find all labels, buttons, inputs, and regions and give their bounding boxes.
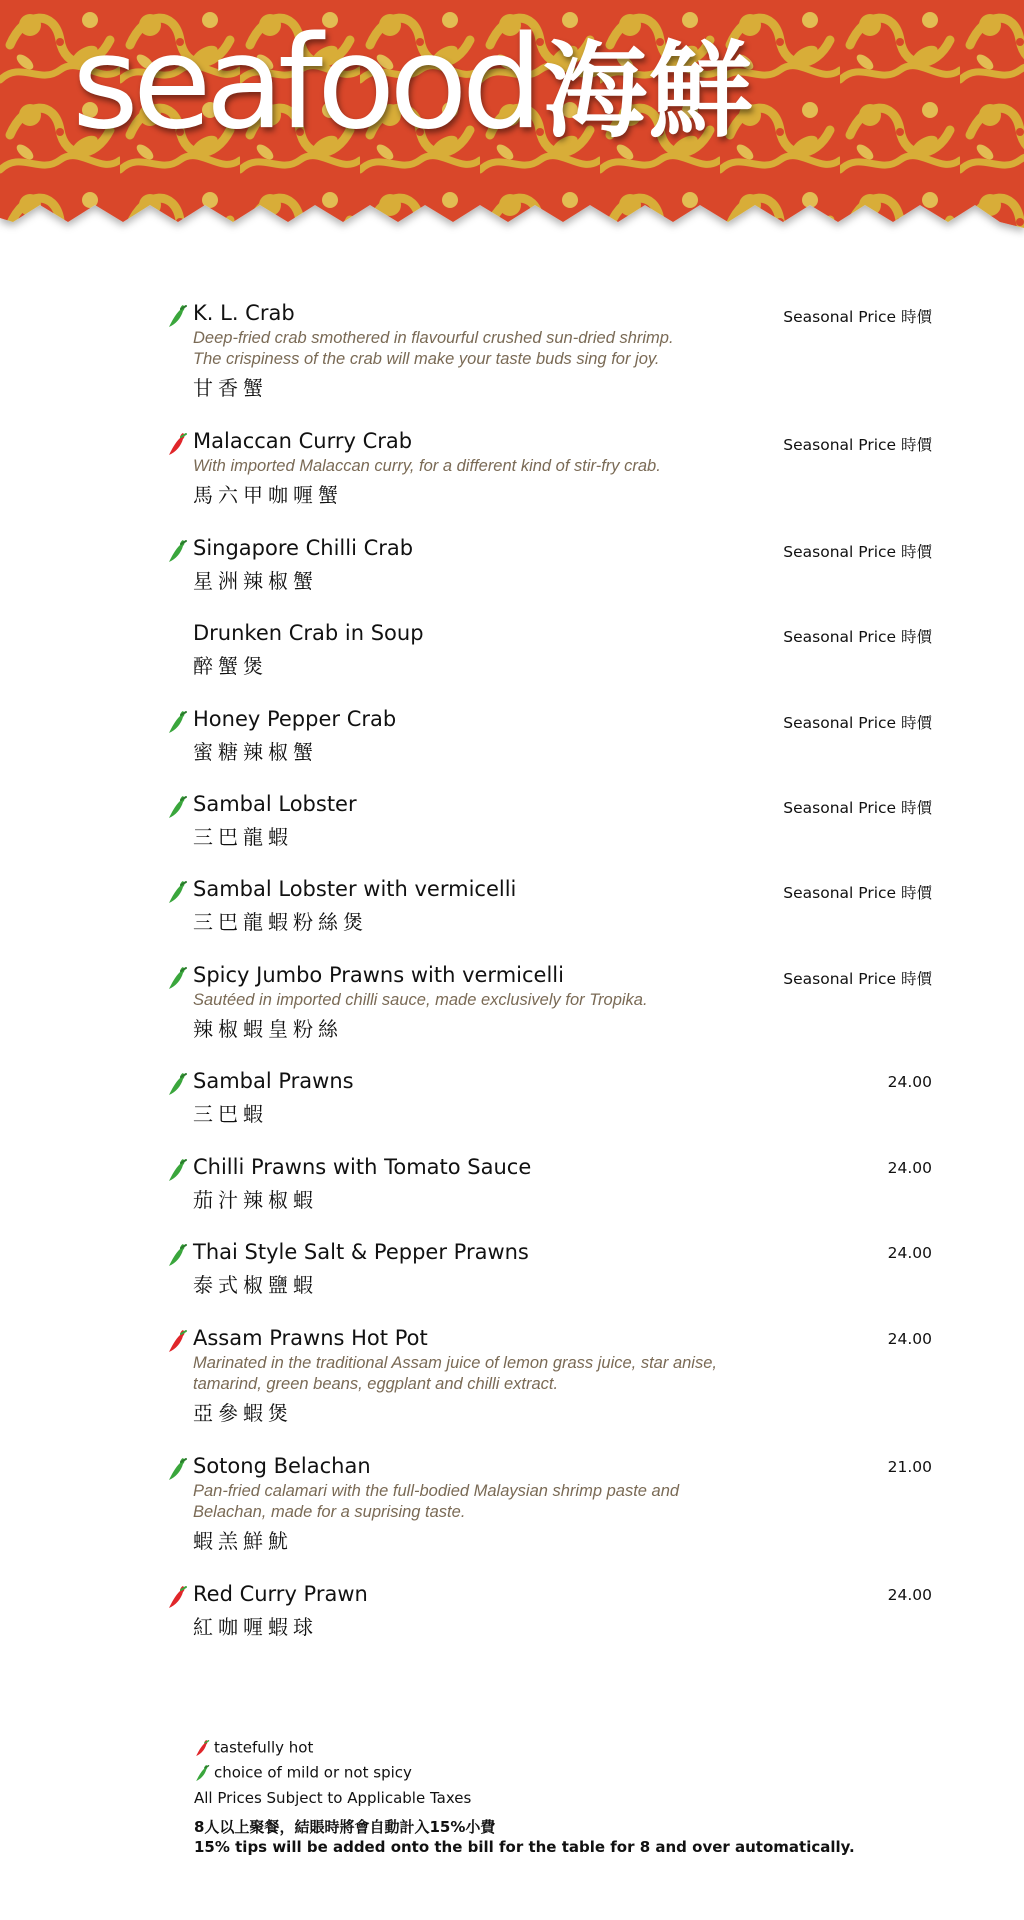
tips-note-zh: 8人以上聚餐，結賬時將會自動計入15%小費 <box>194 1818 496 1836</box>
dish-price: Seasonal Price 時價 <box>783 628 932 646</box>
hot-chili-icon <box>166 1328 188 1354</box>
dish-name-chinese: 醉蟹煲 <box>193 654 268 678</box>
dish-name-chinese: 蝦羔鮮魷 <box>193 1529 293 1553</box>
dish-name: Honey Pepper Crab <box>193 707 397 731</box>
dish-name: Red Curry Prawn <box>193 1582 368 1606</box>
dish-name-chinese: 紅咖喱蝦球 <box>193 1615 318 1639</box>
dish-name-chinese: 三巴龍蝦 <box>193 825 293 849</box>
dish-price: Seasonal Price 時價 <box>783 436 932 454</box>
dish-price: Seasonal Price 時價 <box>783 714 932 732</box>
mild-chili-icon <box>166 538 188 564</box>
dish-description: Marinated in the traditional Assam juice of lemon grass juice, star anise, <box>193 1354 717 1372</box>
dish-price: 24.00 <box>887 1330 932 1348</box>
mild-chili-icon <box>166 1456 188 1482</box>
dish-description: With imported Malaccan curry, for a different kind of stir-fry crab. <box>193 457 661 475</box>
mild-chili-icon <box>166 965 188 991</box>
dish-name-chinese: 泰式椒鹽蝦 <box>193 1273 318 1297</box>
mild-chili-icon <box>166 709 188 735</box>
dish-name: Drunken Crab in Soup <box>193 621 424 645</box>
legend-hot-label: tastefully hot <box>214 1738 314 1757</box>
dish-name-chinese: 辣椒蝦皇粉絲 <box>193 1017 343 1041</box>
dish-name: Assam Prawns Hot Pot <box>193 1326 428 1350</box>
dish-name: Thai Style Salt & Pepper Prawns <box>193 1240 529 1264</box>
dish-description: Belachan, made for a suprising taste. <box>193 1503 466 1521</box>
page-title: seafood海鮮 <box>72 9 755 158</box>
dish-name: Sambal Lobster with vermicelli <box>193 877 517 901</box>
dish-name: Singapore Chilli Crab <box>193 536 414 560</box>
dish-price: 21.00 <box>887 1458 932 1476</box>
dish-name-chinese: 三巴龍蝦粉絲煲 <box>193 910 368 934</box>
dish-price: Seasonal Price 時價 <box>783 308 932 326</box>
taxes-note: All Prices Subject to Applicable Taxes <box>194 1789 472 1807</box>
dish-price: 24.00 <box>887 1586 932 1604</box>
dish-name: Chilli Prawns with Tomato Sauce <box>193 1155 532 1179</box>
mild-chili-icon <box>166 794 188 820</box>
dish-description: Deep-fried crab smothered in flavourful crushed sun-dried shrimp. <box>193 329 674 347</box>
dish-name-chinese: 馬六甲咖喱蟹 <box>193 483 343 507</box>
dish-name: Malaccan Curry Crab <box>193 429 413 453</box>
dish-description: Sautéed in imported chilli sauce, made exclusively for Tropika. <box>193 991 648 1009</box>
dish-price: 24.00 <box>887 1244 932 1262</box>
dish-name-chinese: 亞參蝦煲 <box>193 1401 293 1425</box>
hot-chili-icon <box>194 1738 210 1758</box>
mild-chili-icon <box>166 303 188 329</box>
tips-note-en: 15% tips will be added onto the bill for the table for 8 and over automatically. <box>194 1838 855 1856</box>
dish-name: Sotong Belachan <box>193 1454 371 1478</box>
mild-chili-icon <box>166 1071 188 1097</box>
dish-name-chinese: 星洲辣椒蟹 <box>193 569 318 593</box>
legend-mild <box>194 1763 412 1783</box>
legend-hot <box>194 1738 313 1758</box>
dish-description: The crispiness of the crab will make your taste buds sing for joy. <box>193 350 660 368</box>
dish-name-chinese: 甘香蟹 <box>193 376 268 400</box>
mild-chili-icon <box>166 1157 188 1183</box>
dish-price: Seasonal Price 時價 <box>783 543 932 561</box>
mild-chili-icon <box>166 1242 188 1268</box>
dish-description: Pan-fried calamari with the full-bodied Malaysian shrimp paste and <box>193 1482 680 1500</box>
dish-price: Seasonal Price 時價 <box>783 884 932 902</box>
dish-price: Seasonal Price 時價 <box>783 970 932 988</box>
dish-name-chinese: 蜜糖辣椒蟹 <box>193 740 318 764</box>
mild-chili-icon <box>166 879 188 905</box>
legend-mild-label: choice of mild or not spicy <box>214 1763 412 1782</box>
hot-chili-icon <box>166 431 188 457</box>
dish-price: 24.00 <box>887 1073 932 1091</box>
dish-name-chinese: 三巴蝦 <box>193 1102 268 1126</box>
dish-description: tamarind, green beans, eggplant and chilli extract. <box>193 1375 559 1393</box>
dish-name: Sambal Prawns <box>193 1069 354 1093</box>
dish-name: Sambal Lobster <box>193 792 357 816</box>
hot-chili-icon <box>166 1584 188 1610</box>
header-banner <box>0 0 1024 250</box>
dish-price: Seasonal Price 時價 <box>783 799 932 817</box>
mild-chili-icon <box>194 1763 210 1783</box>
dish-price: 24.00 <box>887 1159 932 1177</box>
dish-name: Spicy Jumbo Prawns with vermicelli <box>193 963 564 987</box>
dish-name-chinese: 茄汁辣椒蝦 <box>193 1188 318 1212</box>
dish-name: K. L. Crab <box>193 301 295 325</box>
